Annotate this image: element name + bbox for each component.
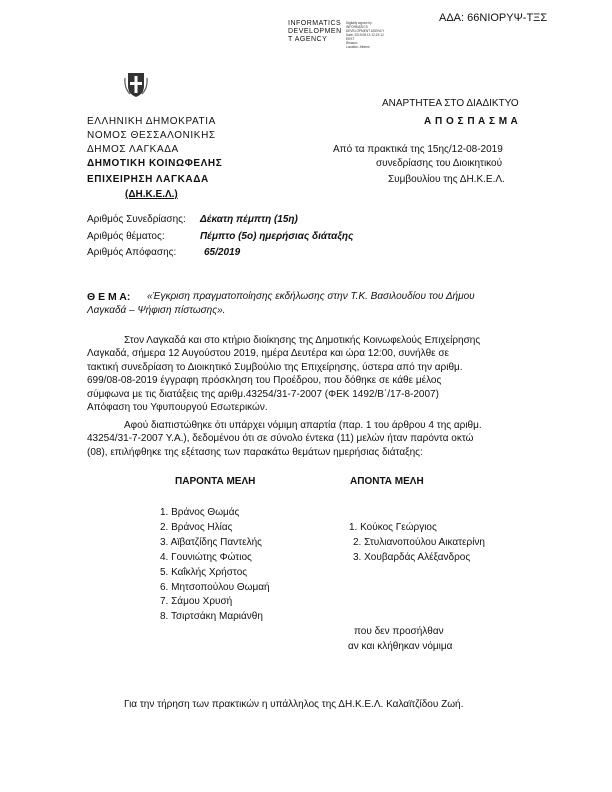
paragraph-line: Απόφαση του Υφυπουργού Εσωτερικών. xyxy=(87,402,268,414)
ada-code: ΑΔΑ: 66ΝΙΟΡΥΨ-ΤΞΣ xyxy=(439,12,548,24)
paragraph-line: τακτική συνεδρίαση το Διοικητικό Συμβούλιο της Επιχείρησης, ύστερα από την αριθμ. xyxy=(87,361,463,373)
present-member: 5. Καΐκλής Χρήστος xyxy=(160,566,248,578)
present-members-list xyxy=(160,506,270,625)
issuer-line-3: ΔΗΜΟΣ ΛΑΓΚΑΔΑ xyxy=(87,144,179,155)
signature-details xyxy=(346,21,384,49)
issuer-line-6: (ΔΗ.Κ.Ε.Λ.) xyxy=(125,189,178,200)
extract-line-1: Από τα πρακτικά της 15ης/12-08-2019 xyxy=(333,144,503,155)
absent-member: 2. Στυλιανοπούλου Αικατερίνη xyxy=(353,537,485,548)
signature-detail-line: EEST xyxy=(346,37,355,41)
extract-title: Α Π Ο Σ Π Α Σ Μ Α xyxy=(424,116,519,127)
absent-member: 3. Χουβαρδάς Αλέξανδρος xyxy=(353,552,471,563)
subject-label: Θ Ε Μ Α: xyxy=(87,291,131,303)
signature-detail-line: Location: Athens xyxy=(346,45,370,49)
signer-name-line-1: INFORMATICS xyxy=(288,20,342,27)
paragraph-line: Λαγκαδά, σήμερα 12 Αυγούστου 2019, ημέρα Δευτέρα και ώρα 12:00, συνήλθε σε xyxy=(87,348,450,360)
absent-note-line-1: που δεν προσήλθαν xyxy=(354,626,444,637)
present-member: 4. Γουνιώτης Φώτιος xyxy=(160,551,252,563)
post-notice: ΑΝΑΡΤΗΤΕΑ ΣΤΟ ΔΙΑΔΙΚΤΥΟ xyxy=(382,98,519,109)
decision-number-value: 65/2019 xyxy=(204,247,241,258)
present-members-header: ΠΑΡΟΝΤΑ ΜΕΛΗ xyxy=(175,476,256,487)
session-number-label: Αριθμός Συνεδρίασης: xyxy=(87,214,186,225)
paragraph-line: (08), επιλήφθηκε της εξέτασης των παρακάτω θεμάτων ημερήσιας διάταξης: xyxy=(87,446,423,458)
decision-number-label: Αριθμός Απόφασης: xyxy=(87,247,177,258)
present-member: 6. Μητσοπούλου Θωμαή xyxy=(160,581,270,593)
present-member: 3. Αϊβατζίδης Παντελής xyxy=(160,536,262,548)
signature-detail-line: DEVELOPMENT AGENCY xyxy=(346,29,385,33)
item-number-label: Αριθμός θέματος: xyxy=(87,231,165,242)
signer-name-line-3: T AGENCY xyxy=(288,36,328,43)
minutes-paragraph-1 xyxy=(87,334,523,414)
paragraph-line: 699/08-08-2019 έγγραφη πρόσκληση του Προέδρου, που δόθηκε σε κάθε μέλος xyxy=(87,375,442,387)
greek-emblem-icon xyxy=(124,72,148,98)
digital-signature-stamp xyxy=(288,20,342,44)
issuer-line-5: ΕΠΙΧΕΙΡΗΣΗ ΛΑΓΚΑΔΑ xyxy=(87,174,209,185)
signature-detail-line: Digitally signed by xyxy=(346,21,372,25)
extract-line-3: Συμβουλίου της ΔΗ.Κ.Ε.Λ. xyxy=(388,174,505,185)
paragraph-line: Στον Λαγκαδά και στο κτήριο διοίκησης της Δημοτικής Κοινωφελούς Επιχείρησης xyxy=(124,335,481,346)
signature-detail-line: Reason: xyxy=(346,41,358,45)
present-member: 7. Σάμου Χρυσή xyxy=(160,596,233,608)
present-member: 2. Βράνος Ηλίας xyxy=(160,521,233,533)
present-member: 8. Τσιρτσάκη Μαριάνθη xyxy=(160,611,263,623)
present-member: 1. Βράνος Θωμάς xyxy=(160,507,240,518)
absent-member: 1. Κούκος Γεώργιος xyxy=(349,522,437,533)
signature-detail-line: Date: 2019.08.13 12:19:12 xyxy=(346,33,384,37)
subject-line-2: Λαγκαδά – Ψήφιση πίστωσης». xyxy=(87,305,226,316)
signature-detail-line: INFORMATICS xyxy=(346,25,368,29)
subject-line-1: «Έγκριση πραγματοποίησης εκδήλωσης στην Τ.Κ. Βασιλουδίου του Δήμου xyxy=(147,291,475,302)
issuer-line-1: ΕΛΛΗΝΙΚΗ ΔΗΜΟΚΡΑΤΙΑ xyxy=(87,116,216,127)
signer-name-line-2: DEVELOPMEN xyxy=(288,28,342,35)
paragraph-line: σύμφωνα με τις διατάξεις της αριθμ.43254/31-7-2007 (ΦΕΚ 1492/Β΄/17-8-2007) xyxy=(87,388,439,400)
issuer-line-4: ΔΗΜΟΤΙΚΗ ΚΟΙΝΩΦΕΛΗΣ xyxy=(87,158,223,169)
paragraph-line: 43254/31-7-2007 Υ.Α.), δεδομένου ότι σε σύνολο έντεκα (11) μελών ήταν παρόντα οκτώ xyxy=(87,433,474,445)
issuer-line-2: ΝΟΜΟΣ ΘΕΣΣΑΛΟΝΙΚΗΣ xyxy=(87,130,216,141)
session-number-value: Δέκατη πέμπτη (15η) xyxy=(200,214,298,225)
minutes-paragraph-2 xyxy=(87,419,523,459)
extract-line-2: συνεδρίασης του Διοικητικού xyxy=(376,158,503,169)
paragraph-line: Αφού διαπιστώθηκε ότι υπάρχει νόμιμη απαρτία (παρ. 1 του άρθρου 4 της αριθμ. xyxy=(124,420,482,431)
absent-members-header: ΑΠΟΝΤΑ ΜΕΛΗ xyxy=(350,476,424,487)
item-number-value: Πέμπτο (5ο) ημερήσιας διάταξης xyxy=(200,231,354,242)
minutes-keeper-note: Για την τήρηση των πρακτικών η υπάλληλος της ΔΗ.Κ.Ε.Λ. Καλαϊτζίδου Ζωή. xyxy=(124,699,464,710)
absent-note-line-2: αν και κλήθηκαν νόμιμα xyxy=(348,641,453,652)
